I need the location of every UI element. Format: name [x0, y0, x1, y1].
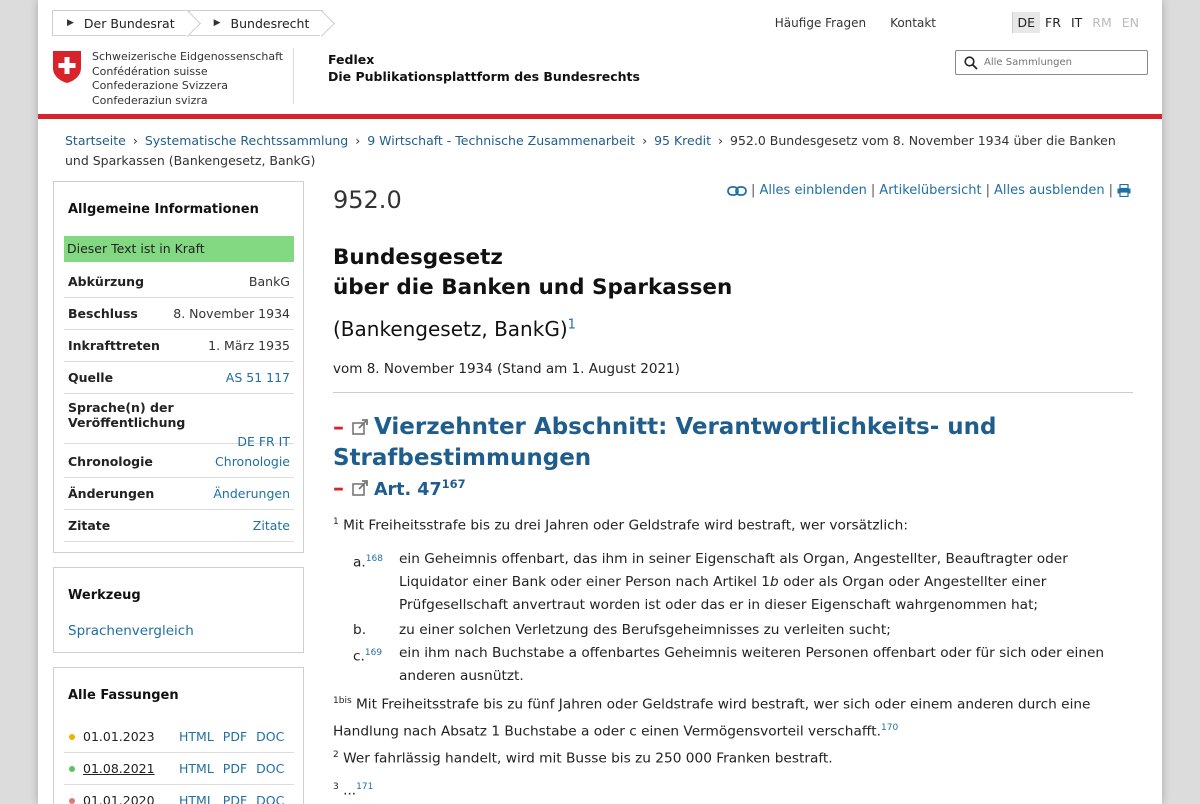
- platform-name: Fedlex: [328, 52, 375, 67]
- lang-fr[interactable]: FR: [1045, 15, 1061, 30]
- info-row-citations: [64, 510, 294, 542]
- article-title: Art. 47: [374, 480, 442, 500]
- chronology-link[interactable]: Chronologie: [215, 454, 290, 469]
- law-title-line: Bundesgesetz: [333, 245, 503, 270]
- info-row-chronology: [64, 446, 294, 478]
- article-heading[interactable]: [333, 476, 466, 501]
- language-comparison-link[interactable]: Sprachenvergleich: [68, 623, 194, 639]
- chevron-right-icon: ›: [642, 133, 648, 148]
- footnote-link[interactable]: 170: [881, 722, 899, 733]
- version-status-dot: [69, 734, 75, 740]
- version-row-current: [64, 753, 294, 785]
- item-text: ein ihm nach Buchstabe a offenbartes Geheimnis weiteren Personen offenbart oder für sich oder einen anderen ausnützt.: [399, 645, 1105, 684]
- changes-link[interactable]: Änderungen: [213, 486, 290, 501]
- source-link[interactable]: AS 51 117: [225, 370, 290, 385]
- item-text: oder als Organ oder Angestellter einer Prüfgesellschaft anvertraut worden ist oder das er in dieser Eigenschaft wahrgenommen hat;: [399, 574, 1047, 613]
- top-nav: [52, 10, 323, 36]
- top-links: [775, 16, 936, 30]
- version-pdf-link[interactable]: PDF: [222, 729, 248, 744]
- law-date: vom 8. November 1934 (Stand am 1. August 2021): [333, 361, 680, 377]
- publication-languages-links[interactable]: DE FR IT: [237, 434, 290, 449]
- version-pdf-link[interactable]: PDF: [222, 793, 248, 804]
- paragraph-number: 2: [333, 750, 339, 760]
- tab-bundesrecht[interactable]: [189, 10, 324, 36]
- version-html-link[interactable]: HTML: [179, 761, 214, 776]
- page: [38, 0, 1162, 804]
- info-value: BankG: [248, 274, 290, 289]
- expand-all-link[interactable]: Alles einblenden: [759, 183, 867, 198]
- confed-de: Schweizerische Eidgenossenschaft: [92, 50, 284, 63]
- external-link-icon[interactable]: [352, 480, 368, 496]
- tools-title: Werkzeug: [68, 588, 141, 603]
- item-text: zu einer solchen Verletzung des Berufsgeheimnisses zu verleiten sucht;: [399, 622, 891, 638]
- contact-link[interactable]: Kontakt: [890, 16, 936, 30]
- chevron-right-icon: ›: [718, 133, 724, 148]
- info-value: 1. März 1935: [208, 338, 290, 353]
- lang-it[interactable]: IT: [1070, 15, 1083, 30]
- version-pdf-link[interactable]: PDF: [222, 761, 248, 776]
- breadcrumb-wirtschaft[interactable]: 9 Wirtschaft - Technische Zusammenarbeit: [367, 133, 636, 148]
- list-item-c: [353, 642, 1133, 688]
- swiss-coat-of-arms-logo[interactable]: [52, 50, 82, 84]
- external-link-icon[interactable]: [352, 419, 368, 435]
- item-text: ein Geheimnis offenbart, das ihm in seiner Eigenschaft als Organ, Angestellter, Beauftragter oder Liquidator einer Bank oder einer Person nach Artikel 1: [399, 551, 1068, 590]
- link-icon[interactable]: [727, 185, 747, 197]
- breadcrumb: [65, 131, 1125, 171]
- confed-fr: Confédération suisse: [92, 64, 208, 78]
- faq-link[interactable]: Häufige Fragen: [774, 16, 867, 30]
- version-doc-link[interactable]: DOC: [256, 729, 285, 744]
- general-info-title: Allgemeine Informationen: [68, 202, 259, 217]
- platform-title[interactable]: [328, 51, 640, 85]
- language-switcher: [1012, 12, 1144, 33]
- abbreviation-text: (Bankengesetz, BankG): [333, 317, 568, 341]
- version-status-dot: [69, 766, 75, 772]
- separator: |: [985, 183, 991, 198]
- info-key: Beschluss: [68, 306, 138, 321]
- paragraph-1: [333, 511, 908, 538]
- item-label: b.: [353, 622, 367, 638]
- tools-panel: [53, 567, 304, 653]
- version-row: [64, 785, 294, 804]
- version-doc-link[interactable]: DOC: [256, 761, 285, 776]
- collapse-icon[interactable]: –: [333, 476, 344, 501]
- item-label: c.: [353, 648, 365, 665]
- breadcrumb-kredit[interactable]: 95 Kredit: [654, 133, 712, 148]
- print-icon[interactable]: [1117, 184, 1131, 197]
- separator: |: [751, 183, 756, 198]
- law-abbreviation: [333, 317, 576, 341]
- version-html-link[interactable]: HTML: [179, 793, 214, 804]
- platform-subtitle: Die Publikationsplattform des Bundesrechts: [328, 69, 640, 84]
- search-icon[interactable]: [964, 56, 978, 70]
- versions-panel: [53, 667, 304, 804]
- breadcrumb-sr[interactable]: Systematische Rechtssammlung: [144, 133, 349, 148]
- lang-de[interactable]: DE: [1012, 12, 1041, 33]
- info-row-abbreviation: [64, 266, 294, 298]
- info-row-changes: [64, 478, 294, 510]
- separator: |: [1108, 183, 1113, 198]
- chevron-right-icon: ›: [132, 133, 138, 148]
- info-row-languages: [64, 394, 294, 449]
- info-value: 8. November 1934: [173, 306, 290, 321]
- paragraph-text: Wer fahrlässig handelt, wird mit Busse bis zu 250 000 Franken bestraft.: [343, 750, 833, 767]
- item-label: a.: [353, 554, 366, 571]
- paragraph-number: 1: [333, 517, 339, 527]
- footnote-link[interactable]: 167: [441, 477, 466, 492]
- info-key: Zitate: [68, 518, 111, 533]
- collapse-all-link[interactable]: Alles ausblenden: [994, 183, 1105, 198]
- info-key: Änderungen: [68, 486, 155, 501]
- law-title-line: über die Banken und Sparkassen: [333, 275, 733, 300]
- header-divider: [293, 48, 294, 104]
- sr-number: 952.0: [333, 186, 402, 214]
- list-item-a: [353, 548, 1133, 617]
- info-key: Sprache(n) der Veröffentlichung: [68, 400, 186, 430]
- header-red-bar: [38, 114, 1162, 119]
- confed-it: Confederazione Svizzera: [92, 79, 228, 92]
- info-key: Inkrafttreten: [68, 338, 160, 353]
- version-status-dot: [69, 798, 75, 804]
- separator: |: [870, 183, 876, 198]
- info-row-source: [64, 362, 294, 394]
- breadcrumb-current: 952.0 Bundesgesetz vom 8. November 1934 über die Banken und Sparkassen (Bankengesetz, BankG): [65, 133, 1116, 168]
- confed-rm: Confederaziun svizra: [92, 93, 208, 107]
- paragraph-2: [333, 744, 833, 771]
- lang-en: EN: [1121, 15, 1139, 30]
- version-date: 01.01.2020: [83, 793, 155, 804]
- versions-title: Alle Fassungen: [68, 688, 179, 703]
- version-date: 01.01.2023: [83, 729, 155, 744]
- paragraph-1bis: [333, 690, 1123, 743]
- article-overview-link[interactable]: Artikelübersicht: [879, 183, 982, 198]
- general-info-panel: [53, 181, 304, 553]
- version-date[interactable]: 01.08.2021: [83, 761, 155, 776]
- paragraph-number: 1bis: [333, 696, 352, 706]
- tab-label: Bundesrecht: [230, 15, 310, 31]
- confederation-names: [92, 50, 283, 108]
- item-text-italic: b: [770, 574, 779, 590]
- tab-label: Der Bundesrat: [83, 15, 175, 31]
- citations-link[interactable]: Zitate: [252, 518, 290, 533]
- tab-der-bundesrat[interactable]: [52, 10, 189, 36]
- list-item-b: [353, 619, 1133, 642]
- footnote-link[interactable]: 168: [365, 554, 383, 564]
- footnote-link[interactable]: 1: [567, 317, 576, 333]
- collapse-icon[interactable]: –: [333, 415, 344, 440]
- info-key: Abkürzung: [68, 274, 145, 289]
- divider: [333, 392, 1133, 393]
- section-heading[interactable]: [333, 412, 1033, 473]
- lang-rm: RM: [1092, 15, 1112, 30]
- info-row-entry-into-force: [64, 330, 294, 362]
- footnote-link[interactable]: 171: [356, 782, 374, 792]
- paragraph-text: ...: [343, 782, 357, 799]
- search-box: [955, 50, 1148, 75]
- footnote-link[interactable]: 169: [364, 648, 383, 658]
- chevron-right-icon: ›: [355, 133, 361, 148]
- paragraph-text: Mit Freiheitsstrafe bis zu fünf Jahren oder Geldstrafe wird bestraft, wer sich oder einem anderen durch eine Handlung nach Absatz 1 Buchstabe a oder c einen Vermögensvorteil verschafft.: [333, 696, 1091, 740]
- version-row: [64, 721, 294, 753]
- triangle-right-icon: ▶: [67, 18, 74, 28]
- version-html-link[interactable]: HTML: [179, 729, 214, 744]
- content-actions: [727, 183, 1131, 198]
- paragraph-number: 3: [333, 782, 339, 792]
- law-title: [333, 243, 732, 303]
- search-input[interactable]: [984, 57, 1134, 68]
- info-row-decision: [64, 298, 294, 330]
- version-doc-link[interactable]: DOC: [256, 793, 285, 804]
- paragraph-text: Mit Freiheitsstrafe bis zu drei Jahren oder Geldstrafe wird bestraft, wer vorsätzlich:: [343, 517, 908, 534]
- in-force-status: Dieser Text ist in Kraft: [64, 236, 294, 262]
- breadcrumb-startseite[interactable]: Startseite: [65, 133, 126, 148]
- info-key: Chronologie: [68, 454, 153, 469]
- info-key: Quelle: [68, 370, 114, 385]
- section-title: Vierzehnter Abschnitt: Verantwortlichkeits- und Strafbestimmungen: [333, 414, 997, 471]
- triangle-right-icon: ▶: [213, 18, 221, 28]
- paragraph-3: [333, 776, 373, 803]
